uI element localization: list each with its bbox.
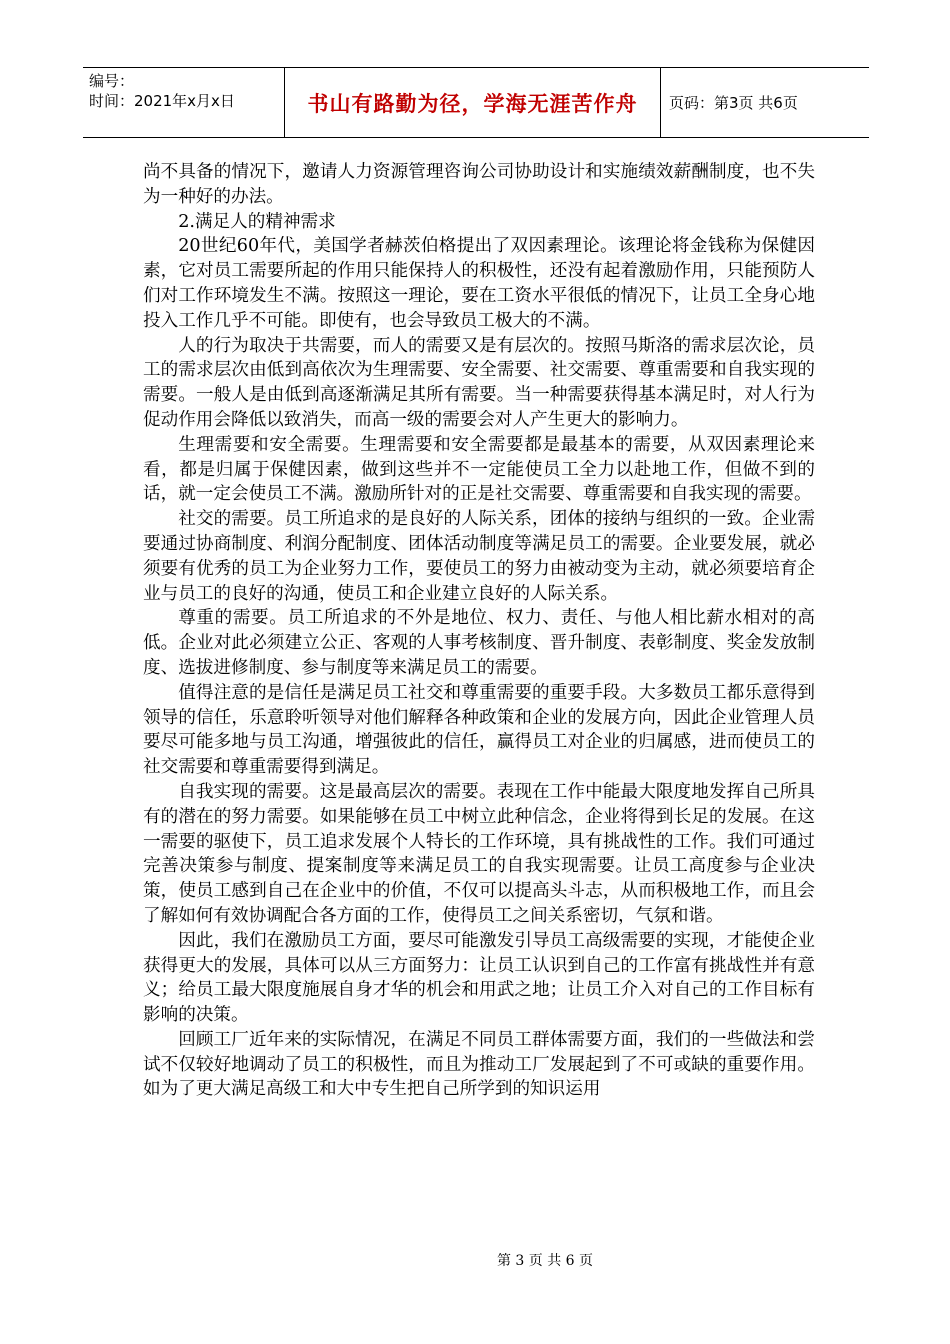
paragraph: 尚不具备的情况下，邀请人力资源管理咨询公司协助设计和实施绩效薪酬制度，也不失为一种好的办法。: [143, 162, 815, 207]
paragraph: 人的行为取决于共需要，而人的需要又是有层次的。按照马斯洛的需求层次论，员工的需求层次由低到高依次为生理需要、安全需要、社交需要、尊重需要和自我实现的需要。一般人是由低到高逐渐满足其所有需要。当一种需要获得基本满足时，对人行为促动作用会降低以致消失，而高一级的需要会对人产生更大的影响力。: [143, 335, 815, 430]
paragraph: 自我实现的需要。这是最高层次的需要。表现在工作中能最大限度地发挥自己所具有的潜在的努力需要。如果能够在员工中树立此种信念，企业将得到长足的发展。在这一需要的驱使下，员工追求发展个人特长的工作环境，具有挑战性的工作。我们可通过完善决策参与制度、提案制度等来满足员工的自我实现需要。让员工高度参与企业决策，使员工感到自己在企业中的价值，不仅可以提高头斗志，从而积极地工作，而且会了解如何有效协调配合各方面的工作，使得员工之间关系密切，气氛和谐。: [143, 781, 815, 926]
paragraph: 尊重的需要。员工所追求的不外是地位、权力、责任、与他人相比薪水相对的高低。企业对此必须建立公正、客观的人事考核制度、晋升制度、表彰制度、奖金发放制度、选拔进修制度、参与制度等来满足员工的需要。: [143, 608, 815, 678]
page-footer: 第 3 页 共 6 页: [496, 1253, 594, 1269]
paragraph: 社交的需要。员工所追求的是良好的人际关系，团体的接纳与组织的一致。企业需要通过协商制度、利润分配制度、团体活动制度等满足员工的需要。企业要发展，就必须要有优秀的员工为企业努力工作，要使员工的努力由被动变为主动，就必须要培育企业与员工的良好的沟通，使员工和企业建立良好的人际关系。: [143, 509, 815, 604]
header-motto: 书山有路勤为径，学海无涯苦作舟: [285, 68, 661, 137]
paragraph: 值得注意的是信任是满足员工社交和尊重需要的重要手段。大多数员工都乐意得到领导的信任，乐意聆听领导对他们解释各种政策和企业的发展方向，因此企业管理人员要尽可能多地与员工沟通，增强彼此的信任，赢得员工对企业的归属感，进而使员工的社交需要和尊重需要得到满足。: [143, 682, 815, 778]
paragraph: 因此，我们在激励员工方面，要尽可能激发引导员工高级需要的实现，才能使企业获得更大的发展，具体可以从三方面努力：让员工认识到自己的工作富有挑战性并有意义；给员工最大限度施展自身才华的机会和用武之地；让员工介入对自己的工作目标有影响的决策。: [143, 930, 815, 1026]
section-heading: 2.满足人的精神需求: [178, 211, 336, 232]
header-meta: [83, 68, 285, 137]
paragraph: 生理需要和安全需要。生理需要和安全需要都是最基本的需要，从双因素理论来看，都是归属于保健因素，做到这些并不一定能使员工全力以赴地工作，但做不到的话，就一定会使员工不满。激励所针对的正是社交需要、尊重需要和自我实现的需要。: [143, 434, 815, 505]
page-header: [83, 67, 869, 138]
paragraph: 20世纪60年代，美国学者赫茨伯格提出了双因素理论。该理论将金钱称为保健因素，它对员工需要所起的作用只能保持人的积极性，还没有起着激励作用，只能预防人们对工作环境发生不满。按照这一理论，要在工资水平很低的情况下，让员工全身心地投入工作几乎不可能。即使有，也会导致员工极大的不满。: [143, 236, 815, 331]
paragraph: 回顾工厂近年来的实际情况，在满足不同员工群体需要方面，我们的一些做法和尝试不仅较好地调动了员工的积极性，而且为推动工厂发展起到了不可或缺的重要作用。如为了更大满足高级工和大中专生把自己所学到的知识运用: [143, 1029, 815, 1100]
header-page-info: 页码：第3页 共6页: [669, 94, 798, 112]
document-body: [143, 160, 815, 1102]
date-label: 时间：2021年x月x日: [89, 92, 235, 110]
number-label: 编号：: [89, 72, 135, 90]
